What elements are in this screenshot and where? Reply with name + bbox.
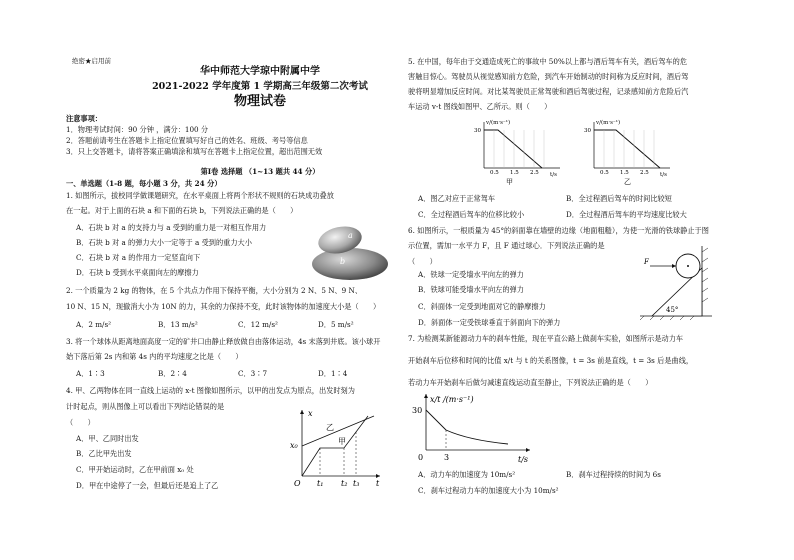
tick-30: 30 [474,128,481,134]
tick-30: 30 [412,406,423,415]
q4-stem: 4. 甲、乙两物体在同一直线上运动的 x-t 图像如图所示，以甲的出发点为原点，出发时刻为 [66,386,355,395]
q3-option-b: B．2∶4 [158,369,187,378]
graph-caption-jia: 甲 [506,178,513,186]
y-axis-arrow [424,394,428,398]
note-item: 1．物理考试时间：90 分钟 ，满分：100 分 [66,125,209,134]
q7-stem: 7. 为检测某新能源动力车的刹车性能，现在平直公路上做刹车实验，如图所示是动力车 [408,334,684,343]
q5-option-a: A．图乙对应于正常驾车 [418,194,496,203]
tick-30: 30 [584,128,591,134]
q5-stem: 5. 在中国，每年由于交通造成死亡的事故中 50%以上都与酒后驾车有关，酒后驾车的危 [408,57,687,66]
q2-stem: 10 N、15 N，现撤消大小为 10N 的力，其余的力保持不变，此时该物体的加速度大小是（ ） [66,302,381,311]
axis-label-t: t/s [550,172,557,178]
stone-b-label: b [340,257,346,266]
x0-label: x₀ [290,441,298,450]
axis-label-t: t/s [660,172,667,178]
force-arrowhead [672,264,676,268]
q7-stem: 开始刹车后位移和时间的比值 x/t 与 t 的关系图像，t = 3s 前是直线，t = 3s 后是曲线， [408,356,694,365]
tick: 1.5 [510,170,519,176]
q7-option-c: C．刹车过程动力车的加速度大小为 10m/s² [418,486,559,495]
q4-option-c: C．甲开始运动时，乙在甲前面 x₀ 处 [76,465,194,474]
exam-title: 2021-2022 学年度第 1 学期高三年级第二次考试 [152,81,368,92]
q7-option-a: A．动力车的加速度为 10m/s² [418,470,516,479]
axis-label-x: x [308,409,313,418]
q2-option-b: B．13 m/s² [158,320,198,329]
angle-label: 45° [666,306,679,314]
origin-label: O [294,479,301,488]
ball-center [687,265,689,267]
wall-hatch [702,248,708,302]
school-name: 华中师范大学琼中附属中学 [200,66,320,77]
tick: 2.5 [530,170,539,176]
ground-hatch [640,316,694,320]
line-label-yi: 乙 [326,423,334,432]
q1-option-b: B．石块 b 对 a 的弹力大小一定等于 a 受到的重力大小 [76,238,252,247]
q7-option-b: B．刹车过程持续的时间为 6s [566,470,661,479]
stone-a-label: a [348,231,353,240]
q5-stem: 害触目惊心。驾驶员从视觉感知前方危险，到汽车开始制动的时间称为反应时间，酒后驾 [408,72,689,81]
note-item: 3．只上交答题卡，请将答案正确填涂和填写在答题卡上指定位置，超出范围无效 [66,147,323,156]
q6-option-d: D．斜面体一定受铁球垂直于斜面向下的弹力 [418,318,561,327]
tick-t2: t₂ [341,479,348,488]
tick: 1.5 [620,170,629,176]
q2-option-d: D．5 m/s² [318,320,354,329]
q1-option-d: D．石块 b 受到水平桌面向左的摩擦力 [76,268,199,277]
stone-b [312,248,388,280]
q6-option-c: C．斜面体一定受到地面对它的静摩擦力 [418,302,546,311]
axis-label-t: t [376,479,380,488]
q2-option-a: A．2 m/s² [76,320,112,329]
q5-option-b: B．全过程酒后驾车的时间比较短 [566,194,672,203]
vt-graph-yi [584,119,670,186]
q3-option-a: A．1∶3 [76,369,105,378]
q4-option-b: B．乙比甲先出发 [76,449,132,458]
axis-label-t: t/s [518,455,529,464]
secret-label: 绝密★启用前 [72,57,111,65]
straight-segment [426,410,446,430]
graph-caption-yi: 乙 [624,178,631,186]
tick: 0.5 [600,170,609,176]
q6-option-b: B．铁球可能受墙水平向左的弹力 [418,285,524,294]
q1-option-a: A．石块 b 对 a 的支持力与 a 受到的重力是一对相互作用力 [76,223,267,232]
axis-label-v: v/(m·s⁻¹) [486,120,511,126]
q2-stem: 2. 一个质量为 2 kg 的物体，在 5 个共点力作用下保持平衡，大小分别为 2 N、5 N、9 N、 [66,286,363,295]
line-jia [302,416,368,476]
q6-paren: （ ） [408,257,437,266]
vt-line [484,130,542,168]
q7-stem: 若动力车开始刹车后做匀减速直线运动直至静止，下列说法正确的是（ ） [408,378,653,387]
q5-vt-graphs [470,116,690,186]
line-label-jia: 甲 [338,437,346,446]
q4-paren: （ ） [66,418,95,427]
vt-graph-jia [474,119,560,186]
q2-option-c: C．12 m/s² [238,320,278,329]
q1-option-c: C．石块 b 对 a 的作用力一定竖直向下 [76,253,201,262]
origin-label: 0 [418,453,424,462]
y-axis-arrow [300,410,304,414]
section-subtitle: 一、单选题（1-8 题，每小题 3 分，共 24 分） [66,179,222,188]
note-item: 2．答题前请考生在答题卡上指定位置填写好自己的姓名、班级、考号等信息 [66,136,308,145]
tick-t3: t₃ [353,479,360,488]
tick-t1: t₁ [317,479,324,488]
q4-option-d: D．甲在中途停了一会，但最后还是追上了乙 [76,481,219,490]
tick: 0.5 [490,170,499,176]
tick: 2.5 [640,170,649,176]
q5-stem: 车运动 v-t 图线如图甲、乙所示。则（ ） [408,102,552,111]
q3-stem: 始下落后第 2s 内和第 4s 内的平均速度之比是（ ） [66,352,243,361]
q6-incline-figure [636,244,716,320]
q4-xt-graph [288,404,384,490]
x-axis-arrow [376,474,380,478]
force-label: F [644,258,649,266]
tick-3: 3 [444,453,450,462]
q5-option-c: C．全过程酒后驾车的位移比较小 [418,210,525,219]
q6-option-a: A．铁球一定受墙水平向左的弹力 [418,270,524,279]
stones-figure [304,220,388,282]
axis-label-v: v/(m·s⁻¹) [596,120,621,126]
q7-graph [408,392,538,464]
q3-option-c: C．3∶7 [238,369,268,378]
x-axis-arrow [526,448,530,452]
q1-stem: 在一起。对于上面的石块 a 和下面的石块 b，下列说法正确的是（ ） [66,206,298,215]
q3-stem: 3. 将一个球体从距离地面高度一定的矿井口由静止释放做自由落体运动，4s 末落到井底。该小球开 [66,337,381,346]
axis-label-y: x/t /(m·s⁻¹) [430,395,474,404]
q6-stem: 6. 如图所示，一根质量为 45°的斜面靠在墙壁的边缘（地面粗糙），为使一光滑的铁球静止于图 [408,226,709,235]
q4-stem: 计时起点，则从图像上可以看出下列结论错误的是 [66,402,225,411]
q1-stem: 1. 如图所示，拔校同学做课题研究，在水平桌面上将两个形状不规则的石块成功叠放 [66,191,334,200]
q5-stem: 驶将明显增加反应时间。对比某驾驶员正常驾驶和酒后驾驶过程，记录感知前方危险后汽 [408,87,689,96]
q5-option-d: D．全过程酒后驾车的平均速度比较大 [566,210,687,219]
subject-title: 物理试卷 [233,94,286,109]
q4-option-a: A．甲、乙同时出发 [76,434,139,443]
section-title: 第Ⅰ卷 选择题 （1~13 题共 44 分） [200,167,320,176]
notes-title: 注意事项： [66,114,102,123]
curve-segment [446,430,508,444]
q3-option-d: D．1∶4 [318,369,348,378]
q6-stem: 示位置，需加一水平力 F，且 F 通过球心．下列说法正确的是 [408,241,605,250]
